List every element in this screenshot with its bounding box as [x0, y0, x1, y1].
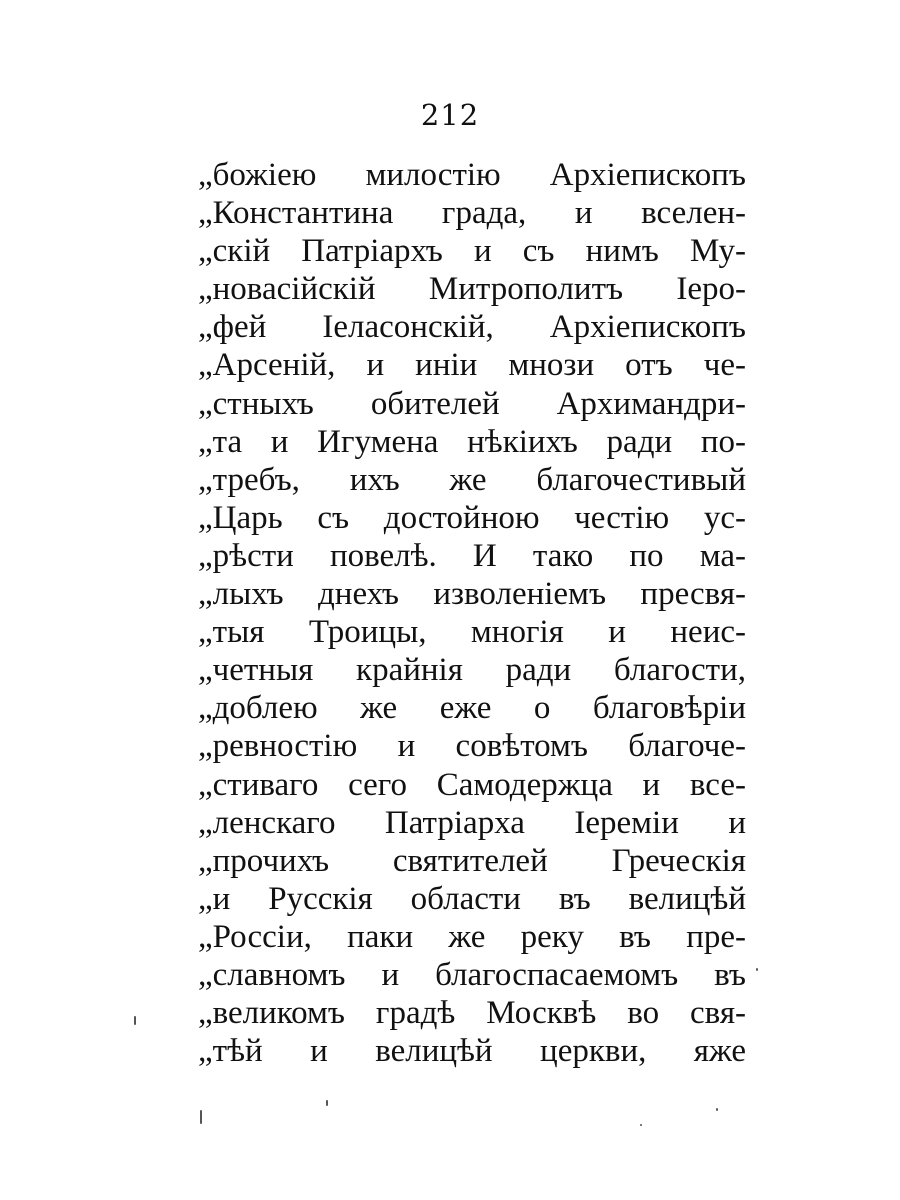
- text-line: „рѣсти повелѣ. И тако по ма-: [198, 537, 746, 574]
- text-line: „прочихъ святителей Греческія: [198, 842, 746, 879]
- text-line: „скій Патріархъ и съ нимъ Му-: [198, 233, 746, 270]
- text-line: „тѣй и велицѣй церкви, яже: [198, 1033, 746, 1070]
- body-text: [198, 156, 746, 1070]
- text-line: „фей Іеласонскій, Архіепископъ: [198, 309, 746, 346]
- text-line: „лыхъ днехъ изволеніемъ пресвя-: [198, 576, 746, 613]
- text-line: „великомъ градѣ Москвѣ во свя-: [198, 995, 746, 1032]
- scan-speck: [326, 1100, 328, 1106]
- text-line: „та и Игумена нѣкіихъ ради по-: [198, 423, 746, 460]
- page-number: 212: [420, 98, 480, 132]
- text-line: „Царь съ достойною честію ус-: [198, 499, 746, 536]
- text-line: „Константина града, и вселен-: [198, 195, 746, 232]
- text-line: „ревностію и совѣтомъ благоче-: [198, 728, 746, 765]
- text-line: „новасійскій Митрополитъ Іеро-: [198, 271, 746, 308]
- scan-speck: [134, 1016, 136, 1025]
- text-line: „требъ, ихъ же благочестивый: [198, 461, 746, 498]
- text-line: „тыя Троицы, многія и неис-: [198, 614, 746, 651]
- text-line: „Россіи, паки же реку въ пре-: [198, 918, 746, 955]
- text-line: „четныя крайнія ради благости,: [198, 652, 746, 689]
- text-line: „ленскаго Патріарха Іереміи и: [198, 804, 746, 841]
- scan-speck: [640, 1124, 642, 1126]
- text-line: „стиваго сего Самодержца и все-: [198, 766, 746, 803]
- text-line: „доблею же еже о благовѣріи: [198, 690, 746, 727]
- text-line: „Арсеній, и иніи мнози отъ че-: [198, 347, 746, 384]
- text-line: „божіею милостію Архіепископъ: [198, 157, 746, 193]
- text-line: „славномъ и благоспасаемомъ въ: [198, 956, 746, 993]
- scan-speck: [716, 1108, 718, 1111]
- scan-speck: [200, 1110, 202, 1124]
- text-line: „и Русскія области въ велицѣй: [198, 880, 746, 917]
- text-line: „стныхъ обителей Архимандри-: [198, 385, 746, 422]
- scan-speck: [756, 968, 758, 971]
